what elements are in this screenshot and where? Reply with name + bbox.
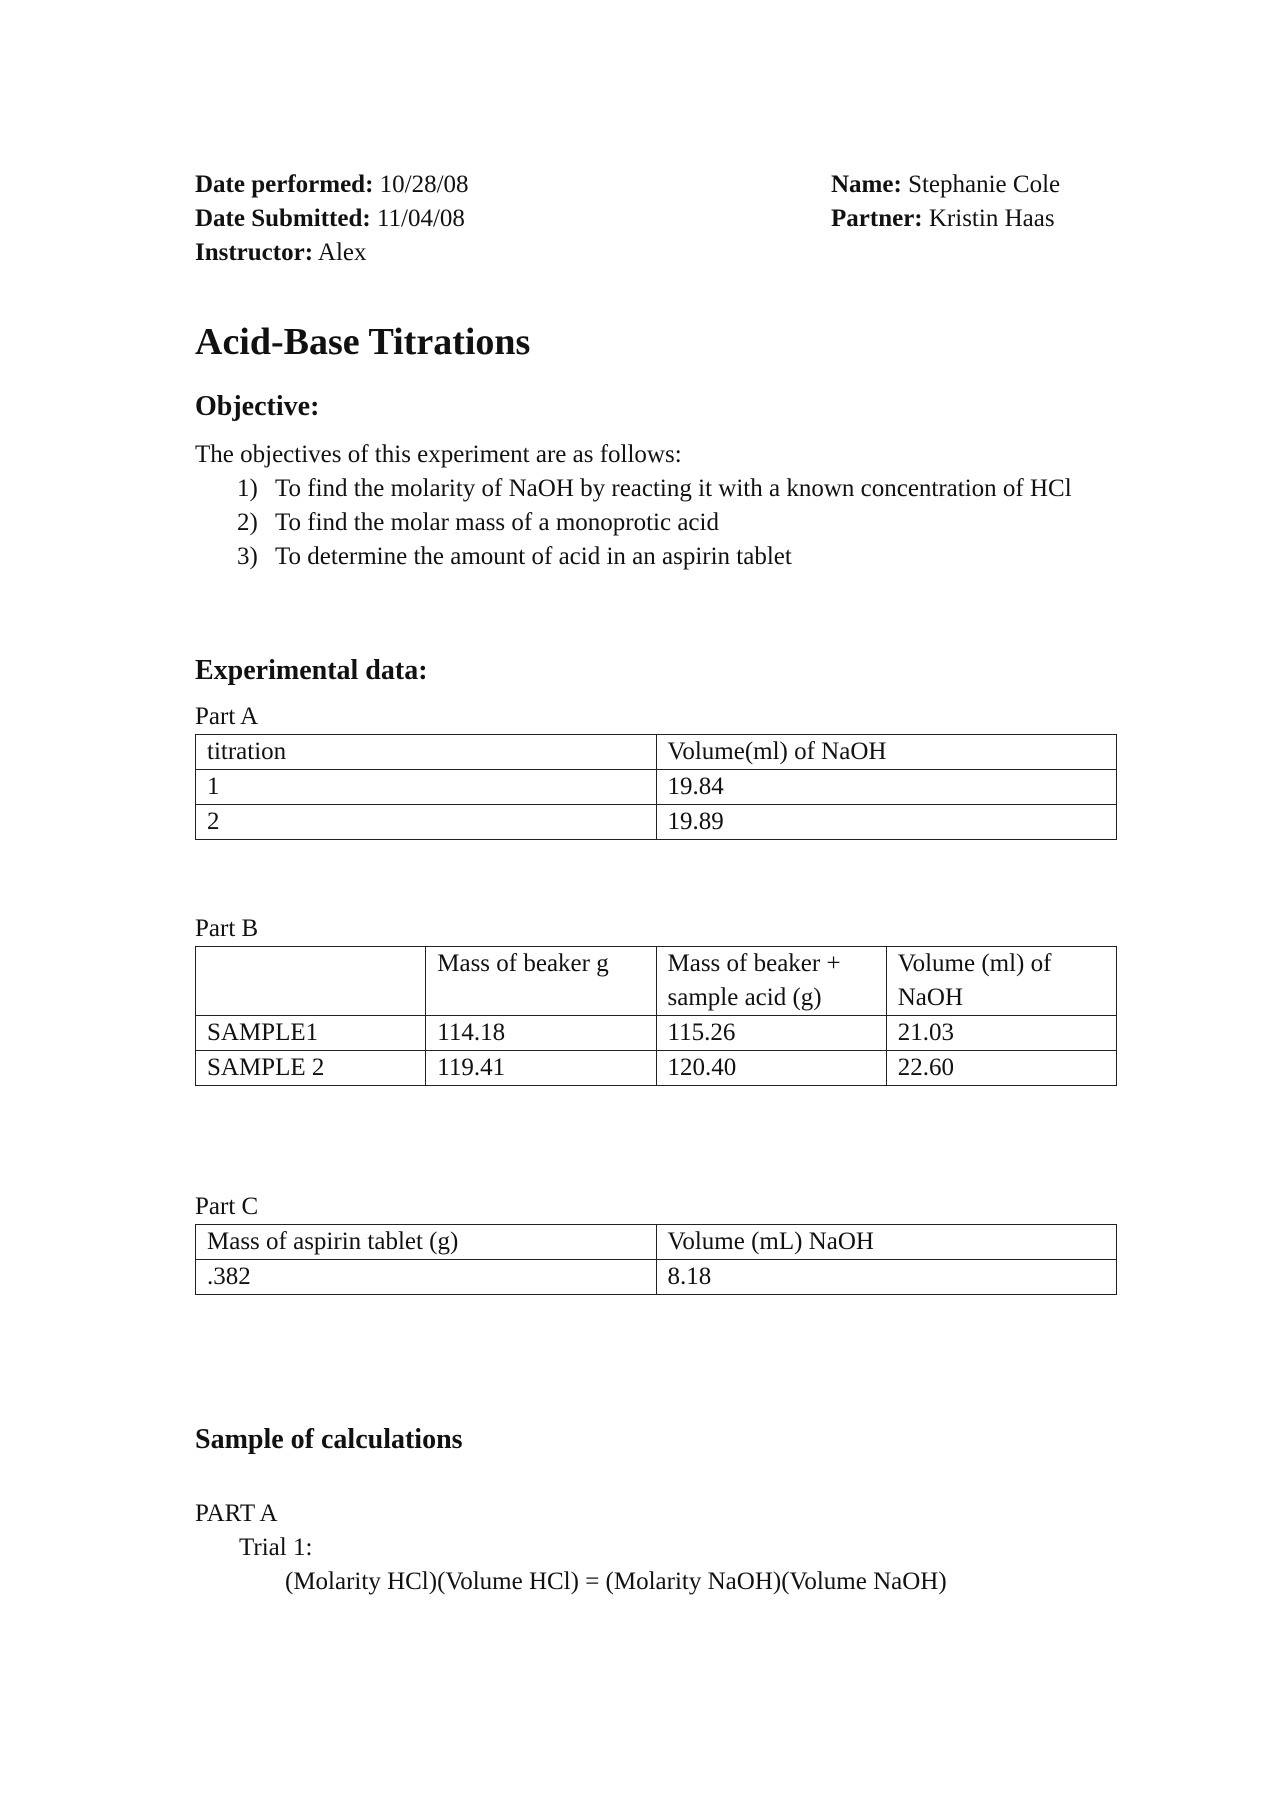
document-page <box>195 168 1117 1599</box>
experimental-data-heading: Experimental data: <box>195 655 428 686</box>
table-header-row <box>196 947 1117 1016</box>
table-cell: 21.03 <box>886 1016 1116 1051</box>
objective-heading: Objective: <box>195 391 320 422</box>
objective-item-number: 1) <box>237 475 258 502</box>
date-performed-value: 10/28/08 <box>379 171 469 198</box>
table-cell: SAMPLE1 <box>196 1016 426 1051</box>
table-cell: 8.18 <box>656 1260 1117 1295</box>
objective-intro: The objectives of this experiment are as follows: <box>195 441 682 468</box>
instructor-line <box>195 236 469 270</box>
table-row <box>196 805 1117 840</box>
objective-item <box>237 540 1117 574</box>
date-performed-label: Date performed: <box>195 171 374 198</box>
table-row <box>196 1016 1117 1051</box>
partner-value: Kristin Haas <box>928 205 1055 232</box>
name-value: Stephanie Cole <box>908 171 1061 198</box>
report-header <box>195 168 1117 276</box>
name-line <box>831 168 1060 202</box>
calc-trial-label: Trial 1: <box>239 1534 313 1561</box>
objective-item-number: 2) <box>237 509 258 536</box>
table-cell: 1 <box>196 770 657 805</box>
table-cell: SAMPLE 2 <box>196 1051 426 1086</box>
date-performed-line <box>195 168 469 202</box>
table-cell: 115.26 <box>656 1016 886 1051</box>
table-header-cell: Mass of beaker + sample acid (g) <box>656 947 886 1016</box>
table-header-row <box>196 1225 1117 1260</box>
date-submitted-line <box>195 202 469 236</box>
table-header-cell: titration <box>196 735 657 770</box>
partner-line <box>831 202 1060 236</box>
name-label: Name: <box>831 171 902 198</box>
table-header-cell: Mass of beaker g <box>426 947 656 1016</box>
part-a-label: Part A <box>195 703 259 730</box>
header-left-block <box>195 168 469 270</box>
header-right-block <box>831 168 1060 236</box>
part-c-table <box>195 1224 1117 1295</box>
table-cell: 22.60 <box>886 1051 1116 1086</box>
table-row <box>196 770 1117 805</box>
date-submitted-label: Date Submitted: <box>195 205 371 232</box>
objective-item <box>237 472 1117 506</box>
table-header-cell: Volume (ml) of NaOH <box>886 947 1116 1016</box>
calculations-heading: Sample of calculations <box>195 1424 463 1455</box>
table-cell: 119.41 <box>426 1051 656 1086</box>
table-cell: 114.18 <box>426 1016 656 1051</box>
part-b-label: Part B <box>195 915 259 942</box>
table-cell: .382 <box>196 1260 657 1295</box>
table-header-cell: Volume (mL) NaOH <box>656 1225 1117 1260</box>
objective-item-text: To find the molarity of NaOH by reacting it with a known concentration of HCl <box>275 475 1072 502</box>
table-cell: 19.84 <box>656 770 1117 805</box>
table-row <box>196 1260 1117 1295</box>
table-header-row <box>196 735 1117 770</box>
objective-item-number: 3) <box>237 543 258 570</box>
objective-list <box>195 472 1117 574</box>
table-header-cell <box>196 947 426 1016</box>
table-cell: 2 <box>196 805 657 840</box>
table-header-cell: Mass of aspirin tablet (g) <box>196 1225 657 1260</box>
instructor-value: Alex <box>317 239 367 266</box>
instructor-label: Instructor: <box>195 239 314 266</box>
calc-part-a-label: PART A <box>195 1500 278 1527</box>
partner-label: Partner: <box>831 205 923 232</box>
part-b-table <box>195 946 1117 1086</box>
table-row <box>196 1051 1117 1086</box>
table-header-cell: Volume(ml) of NaOH <box>656 735 1117 770</box>
document-title: Acid-Base Titrations <box>195 321 531 363</box>
part-c-label: Part C <box>195 1193 259 1220</box>
objective-item-text: To determine the amount of acid in an aspirin tablet <box>275 543 792 570</box>
table-cell: 19.89 <box>656 805 1117 840</box>
objective-item <box>237 506 1117 540</box>
part-a-table <box>195 734 1117 840</box>
date-submitted-value: 11/04/08 <box>376 205 465 232</box>
objective-item-text: To find the molar mass of a monoprotic acid <box>275 509 719 536</box>
calc-equation: (Molarity HCl)(Volume HCl) = (Molarity NaOH)(Volume NaOH) <box>285 1568 947 1595</box>
table-cell: 120.40 <box>656 1051 886 1086</box>
